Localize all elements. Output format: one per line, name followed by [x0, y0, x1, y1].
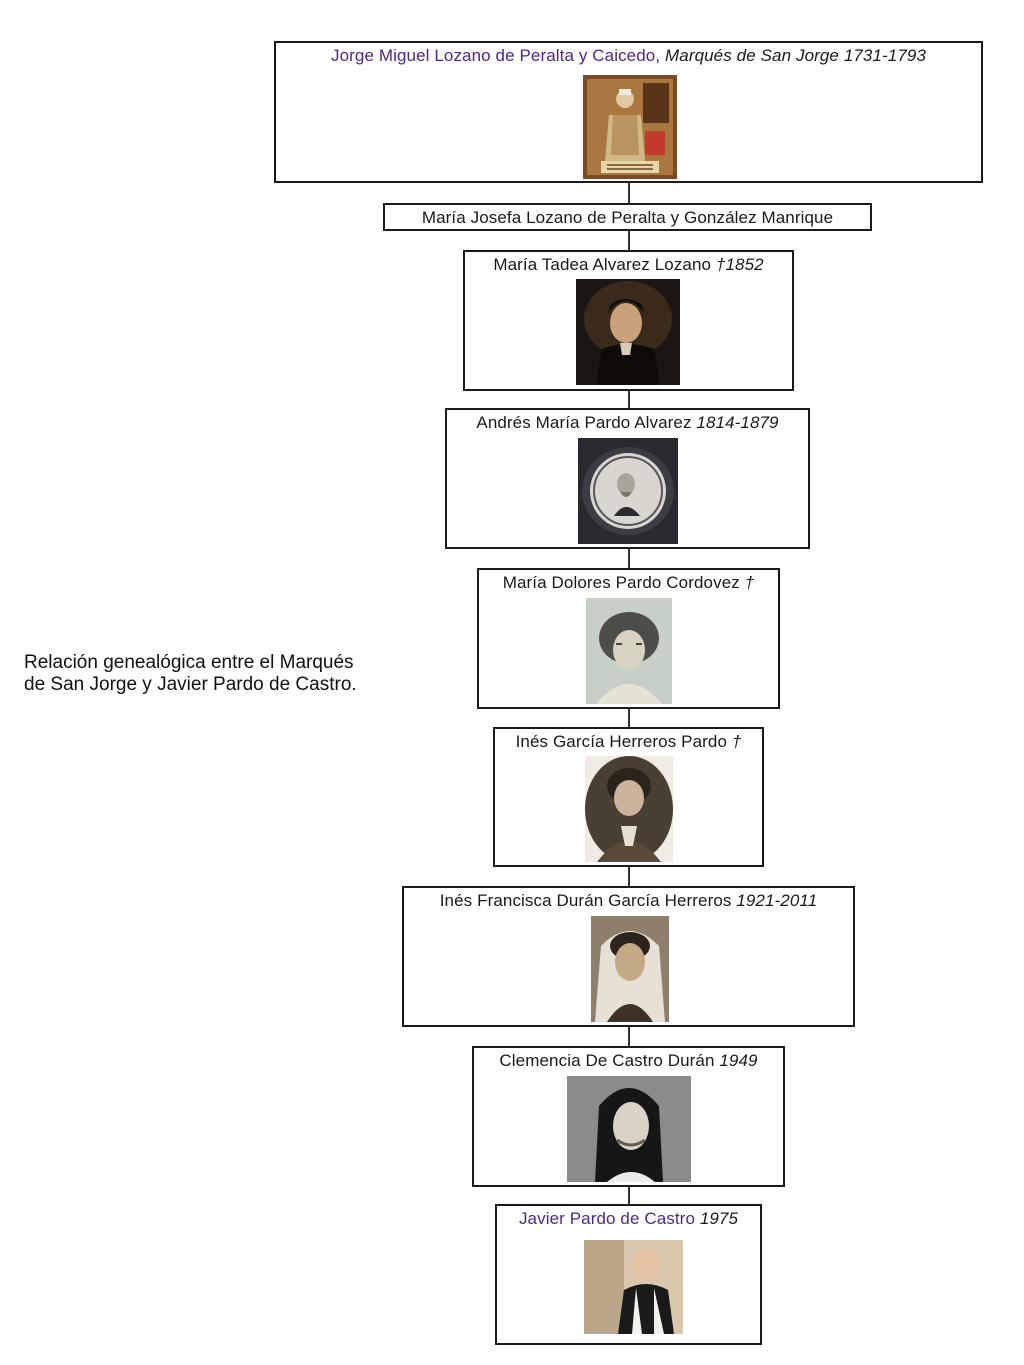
person-box-andres-maria — [445, 408, 810, 549]
person-name: Inés Francisca Durán García Herreros — [439, 891, 732, 910]
person-box-maria-tadea — [463, 250, 794, 391]
person-label — [497, 1209, 760, 1229]
caption-line-1: Relación genealógica entre el Marqués — [24, 652, 354, 673]
person-detail: † — [744, 573, 755, 592]
person-detail: 1921-2011 — [736, 891, 818, 910]
connector-line — [628, 230, 630, 250]
person-name: Clemencia De Castro Durán — [499, 1051, 715, 1070]
person-detail: † — [731, 732, 742, 751]
person-box-ines-garcia — [493, 727, 764, 867]
connector-line — [628, 1186, 630, 1204]
diagram-caption — [24, 652, 424, 696]
person-label — [447, 413, 808, 433]
person-detail: 1949 — [719, 1051, 758, 1070]
portrait-photo — [578, 438, 678, 544]
person-detail: Marqués de San Jorge 1731-1793 — [665, 46, 927, 65]
person-name: Jorge Miguel Lozano de Peralta y Caicedo, — [330, 46, 661, 65]
caption-line-2: de San Jorge y Javier Pardo de Castro. — [24, 674, 357, 695]
person-box-javier — [495, 1204, 762, 1345]
person-name: María Dolores Pardo Cordovez — [502, 573, 740, 592]
person-name: María Tadea Alvarez Lozano — [493, 255, 712, 274]
person-detail: †1852 — [715, 255, 764, 274]
portrait-photo — [586, 598, 672, 704]
portrait-photo — [585, 756, 673, 862]
person-label — [474, 1051, 783, 1071]
portrait-photo — [576, 279, 680, 385]
portrait-photo — [583, 75, 677, 179]
person-detail: 1814-1879 — [696, 413, 779, 432]
person-box-maria-dolores — [477, 568, 780, 709]
portrait-photo — [567, 1076, 691, 1182]
person-name: Andrés María Pardo Alvarez — [476, 413, 692, 432]
person-box-ines-francisca — [402, 886, 855, 1027]
connector-line — [628, 708, 630, 728]
portrait-photo — [591, 916, 669, 1022]
connector-line — [628, 1026, 630, 1046]
person-label — [276, 46, 981, 66]
person-label — [385, 208, 870, 228]
portrait-photo — [584, 1240, 683, 1334]
person-name: Inés García Herreros Pardo — [515, 732, 727, 751]
connector-line — [628, 182, 630, 204]
person-box-clemencia — [472, 1046, 785, 1187]
person-name: María Josefa Lozano de Peralta y González Manrique — [421, 208, 834, 227]
person-label — [495, 732, 762, 752]
person-name: Javier Pardo de Castro — [518, 1209, 695, 1228]
person-box-maria-josefa — [383, 203, 872, 231]
person-label — [479, 573, 778, 593]
connector-line — [628, 548, 630, 568]
person-label — [404, 891, 853, 911]
person-box-marques — [274, 41, 983, 183]
connector-line — [628, 866, 630, 886]
person-detail: 1975 — [699, 1209, 739, 1228]
person-label — [465, 255, 792, 275]
connector-line — [628, 390, 630, 408]
